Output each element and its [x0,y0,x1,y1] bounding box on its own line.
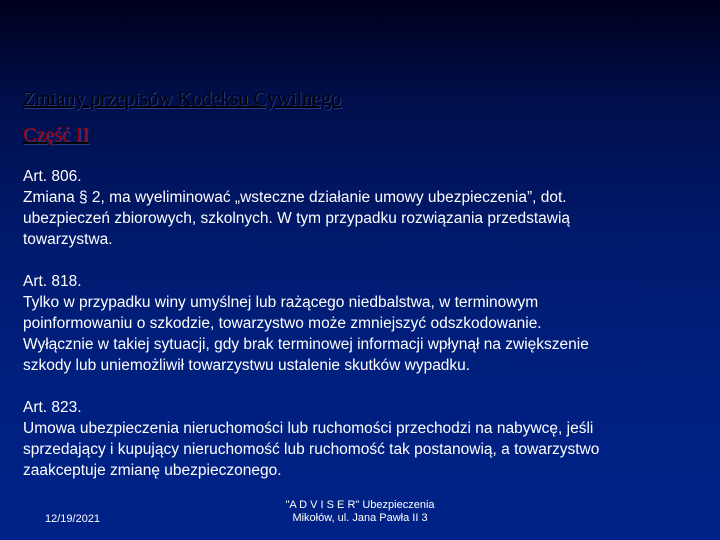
article-line: szkody lub uniemożliwił towarzystwu ustalenie skutków wypadku. [23,357,471,374]
article-823 [23,397,703,481]
footer-address: Mikołów, ul. Jana Pawła II 3 [292,512,428,524]
article-line: sprzedający i kupujący nieruchomość lub ruchomość tak postanowią, a towarzystwo [23,441,600,458]
article-heading: Art. 818. [23,273,82,290]
article-heading: Art. 823. [23,399,82,416]
article-line: Tylko w przypadku winy umyślnej lub rażącego niedbalstwa, w terminowym [23,294,539,311]
footer-date: 12/19/2021 [45,513,101,525]
article-line: zaakceptuje zmianę ubezpieczonego. [23,462,282,479]
footer-company-name: "A D V I S E R" Ubezpieczenia [285,499,435,511]
article-806 [23,166,703,250]
article-heading: Art. 806. [23,168,82,185]
article-line: poinformowaniu o szkodzie, towarzystwo może zmniejszyć odszkodowanie. [23,315,542,332]
article-line: Umowa ubezpieczenia nieruchomości lub ruchomości przechodzi na nabywcę, jeśli [23,420,594,437]
article-818 [23,271,703,376]
slide-content [23,166,703,481]
title-text: Zmiany przepisów Kodeksu Cywilnego [23,88,342,110]
subtitle-text: Część II [23,124,90,146]
article-line: towarzystwa. [23,231,113,248]
article-line: Zmiana § 2, ma wyeliminować „wsteczne działanie umowy ubezpieczenia”, dot. [23,189,567,206]
article-line: Wyłącznie w takiej sytuacji, gdy brak terminowej informacji wpłynął na zwiększenie [23,336,589,353]
slide-title [23,86,683,148]
article-line: ubezpieczeń zbiorowych, szkolnych. W tym przypadku rozwiązania przedstawią [23,210,571,227]
footer-company [230,499,490,525]
